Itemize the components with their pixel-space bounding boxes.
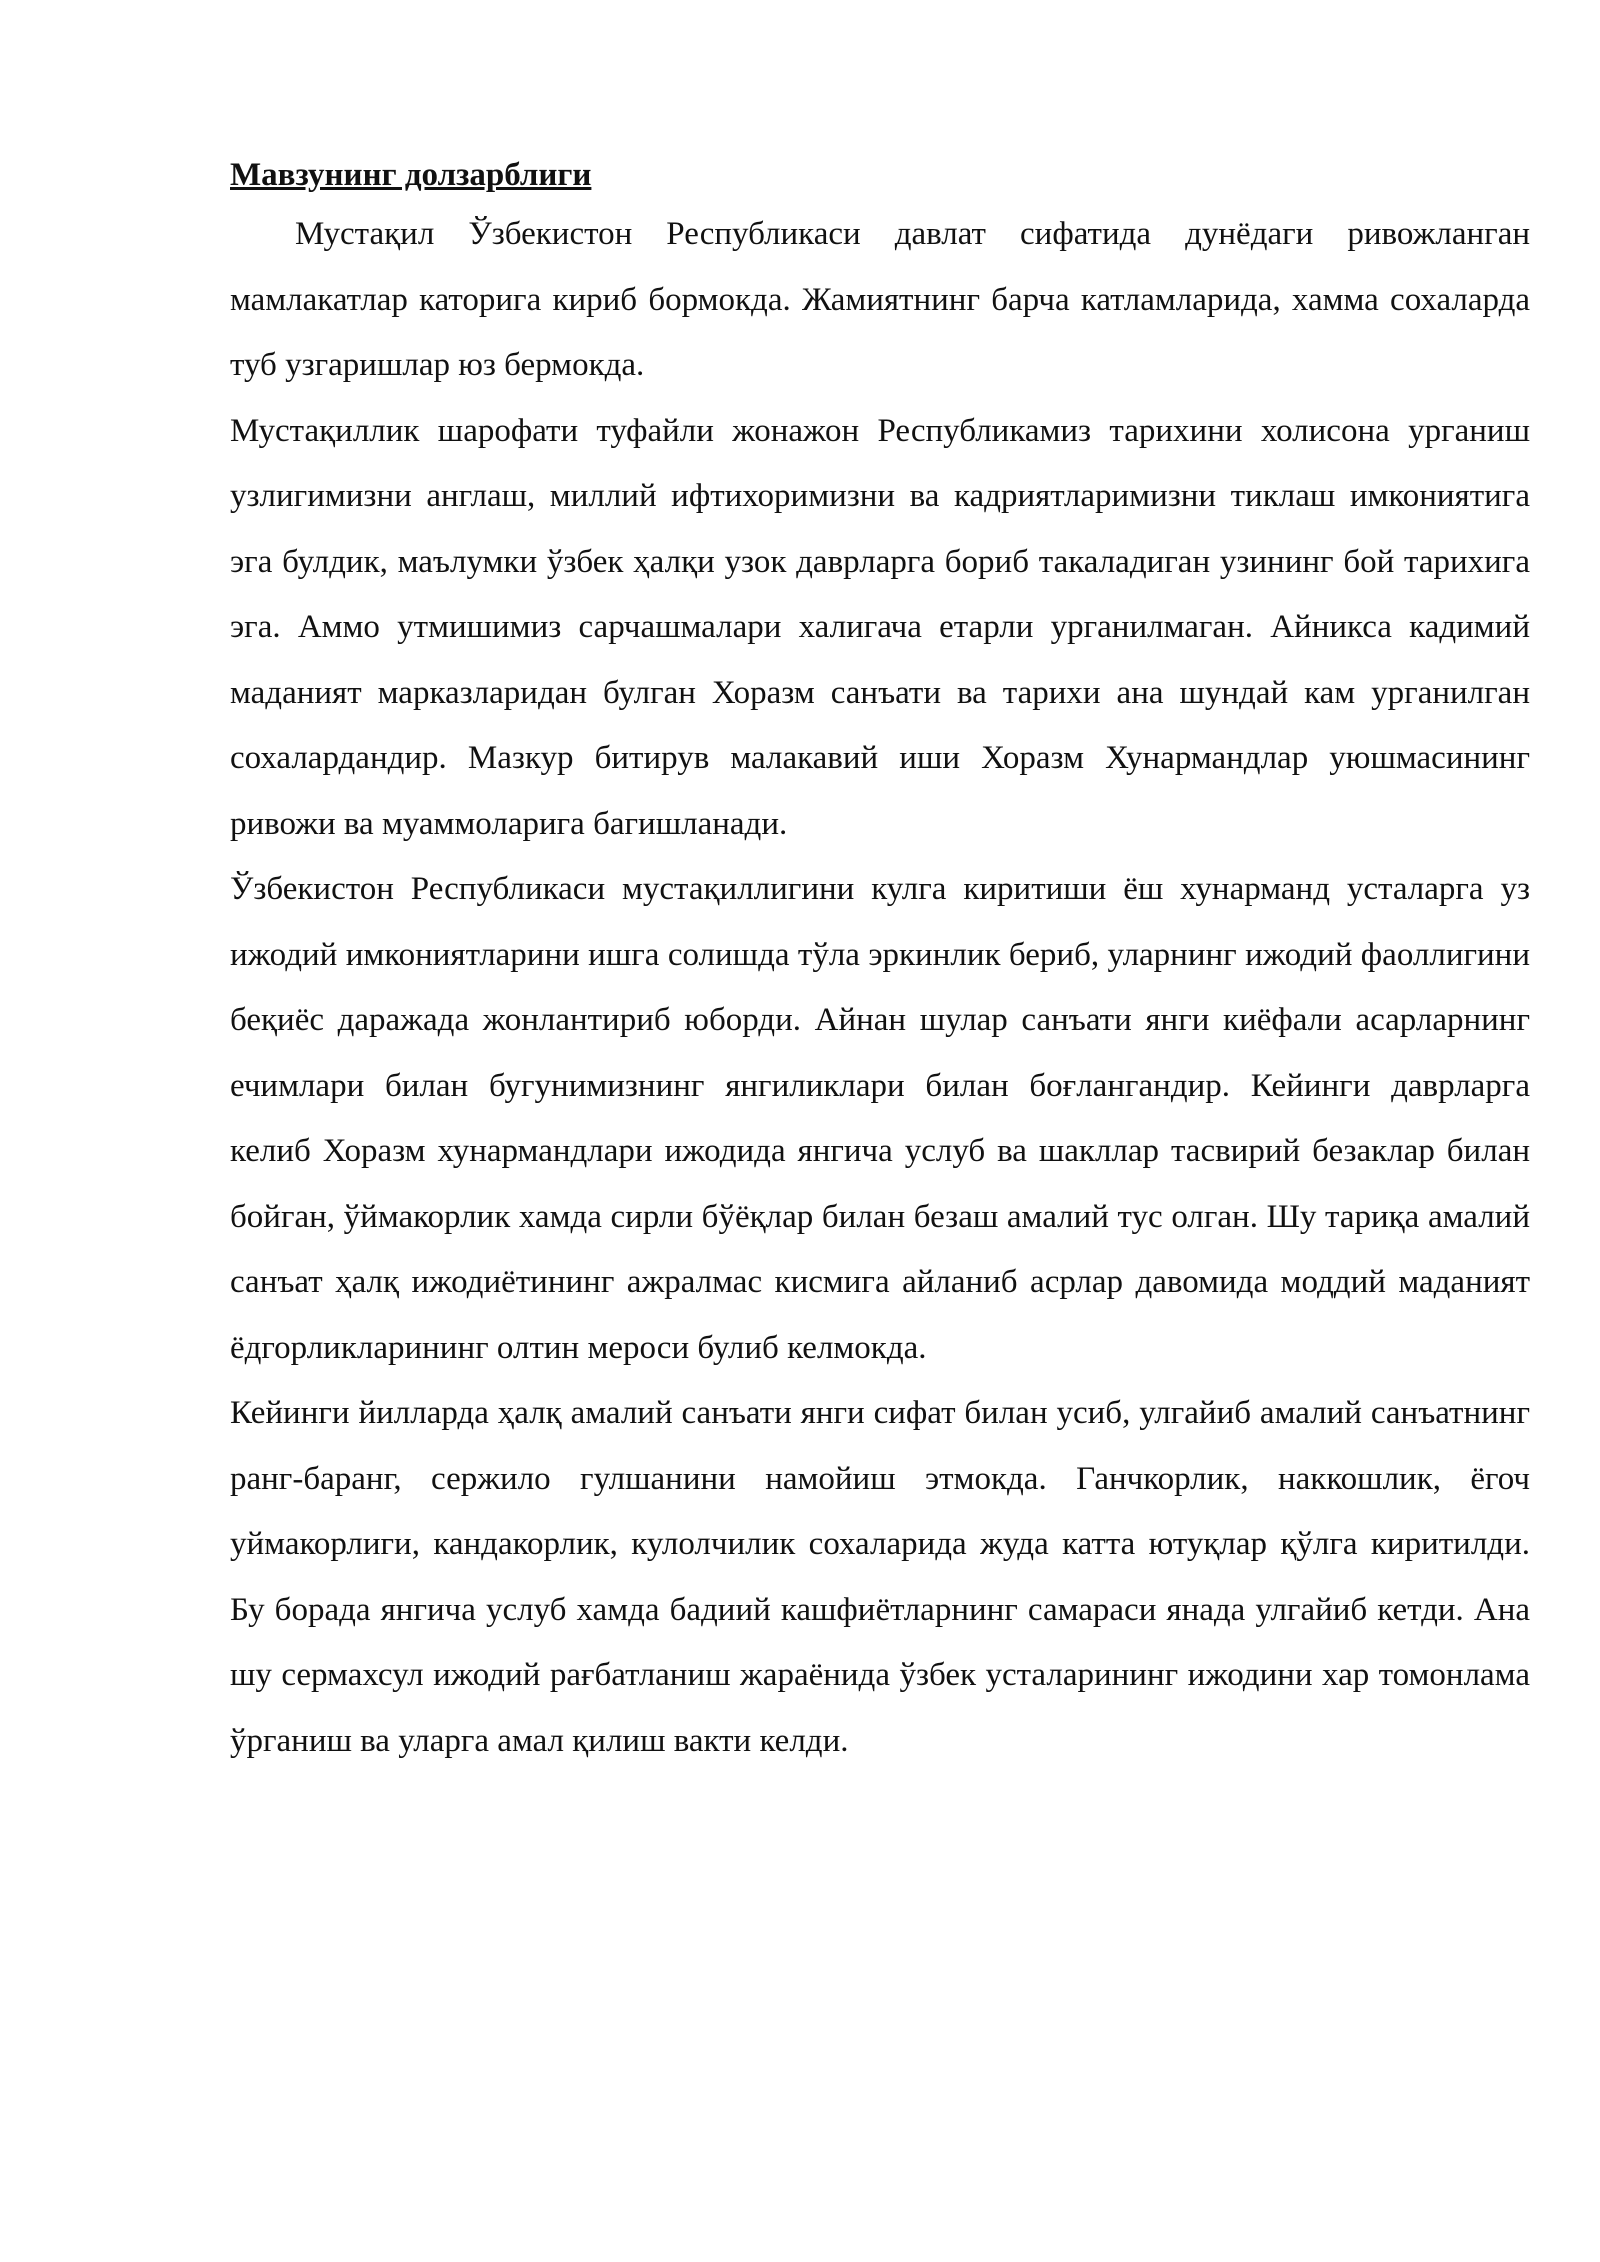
paragraph-2: Мустақиллик шарофати туфайли жонажон Республикамиз тарихини холисона урганиш узлигимизни англаш, миллий ифтихоримизни ва кадриятларимизни тиклаш имкониятига эга булдик, маълумки ўзбек ҳалқи узок даврларга бориб такаладиган узининг бой тарихига эга. Аммо утмишимиз сарчашмалари халигача етарли урганилмаган. Айникса кадимий маданият марказларидан булган Хоразм санъати ва тарихи ана шундай кам урганилган сохалардандир. Мазкур битирув малакавий иши Хоразм Хунармандлар уюшмасининг ривожи ва муаммоларига багишланади.	[230, 412, 1530, 842]
paragraph-3: Ўзбекистон Республикаси мустақиллигини кулга киритиши ёш хунарманд усталарга уз ижодий имкониятларини ишга солишда тўла эркинлик бериб, уларнинг ижодий фаоллигини беқиёс даражада жонлантириб юборди. Айнан шулар санъати янги киёфали асарларнинг ечимлари билан бугунимизнинг янгиликлари билан боғлангандир. Кейинги даврларга келиб Хоразм хунармандлари ижодида янгича услуб ва шакллар тасвирий безаклар билан бойган, ўймакорлик хамда сирли бўёқлар билан безаш амалий тус олган. Шу тариқа амалий санъат ҳалқ ижодиётининг ажралмас кисмига айланиб асрлар давомида моддий маданият ёдгорликларининг олтин мероси булиб келмокда.	[230, 871, 1530, 1366]
document-body	[230, 150, 1530, 1774]
paragraph-1: Мустақил Ўзбекистон Республикаси давлат сифатида дунёдаги ривожланган мамлакатлар каторига кириб бормокда. Жамиятнинг барча катламларида, хамма сохаларда туб узгаришлар юз бермокда.	[230, 216, 1530, 383]
section-heading: Мавзунинг долзарблиги	[230, 157, 592, 193]
paragraph-4: Кейинги йилларда ҳалқ амалий санъати янги сифат билан усиб, улгайиб амалий санъатнинг ранг-баранг, сержило гулшанини намойиш этмокда. Ганчкорлик, наккошлик, ёгоч уймакорлиги, кандакорлик, кулолчилик сохаларида жуда катта ютуқлар қўлга киритилди. Бу борада янгича услуб хамда бадиий кашфиётларнинг самараси янада улгайиб кетди. Ана шу сермахсул ижодий рағбатланиш жараёнида ўзбек усталарининг ижодини хар томонлама ўрганиш ва уларга амал қилиш вакти келди.	[230, 1395, 1530, 1759]
